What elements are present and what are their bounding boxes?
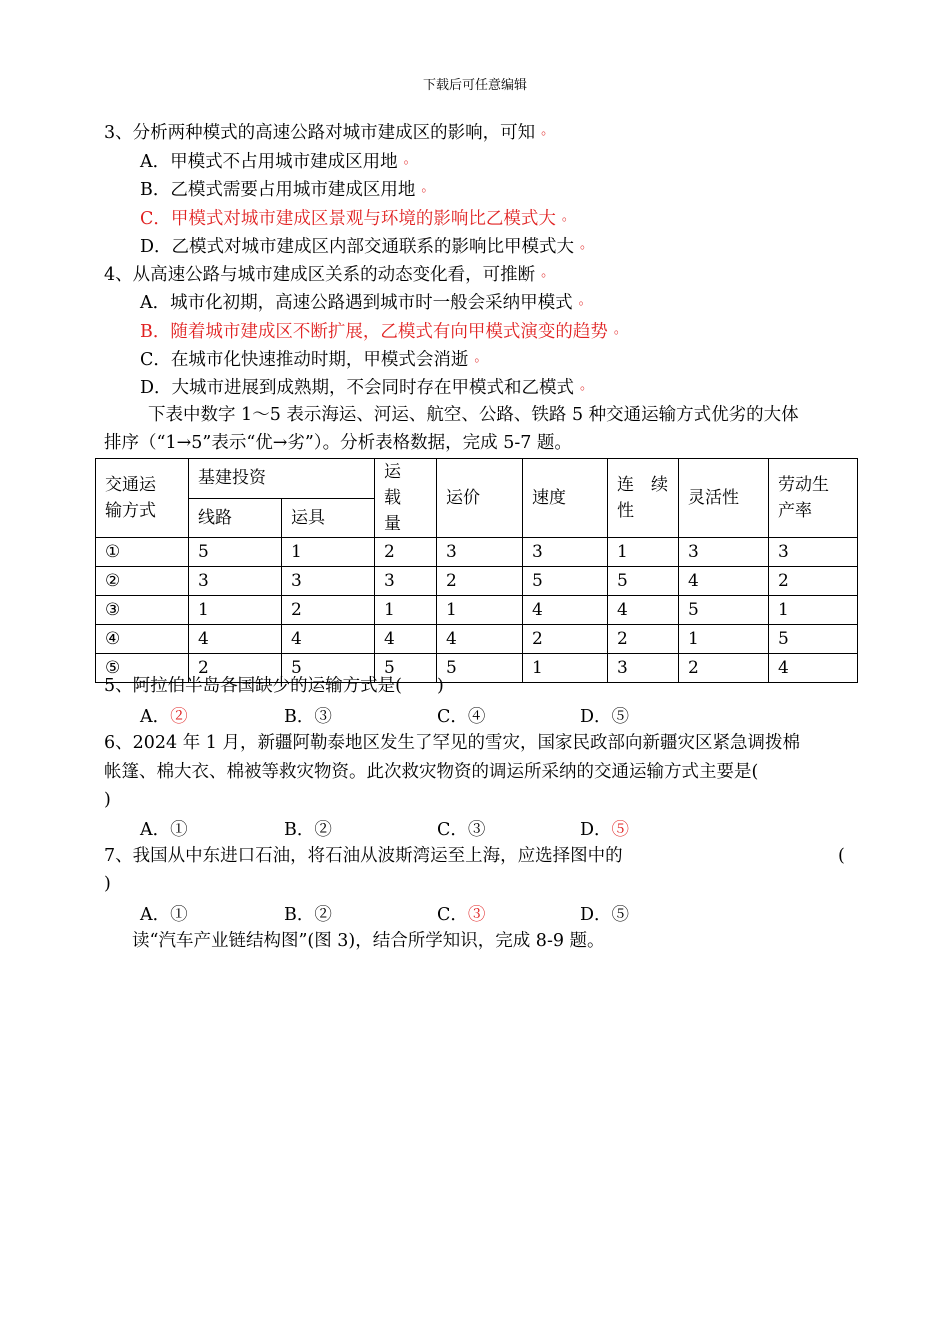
table-cell: 2 [282, 596, 375, 625]
table-cell: 5 [375, 654, 437, 683]
table-cell: 5 [679, 596, 769, 625]
q6-option-d: D．⑤ [580, 820, 630, 840]
q5-answer: ② [170, 707, 188, 727]
table-intro-line1: 下表中数字 1～5 表示海运、河运、航空、公路、铁路 5 种交通运输方式优劣的大体 [148, 405, 799, 425]
q6-stem-line1: 6、2024 年 1 月，新疆阿勒泰地区发生了罕见的雪灾，国家民政部向新疆灾区紧急调拨棉 [104, 733, 800, 753]
table-cell: 1 [437, 596, 523, 625]
table-cell: 1 [375, 596, 437, 625]
header-price: 运价 [437, 459, 523, 538]
table-cell: 4 [608, 596, 679, 625]
table-cell: ④ [96, 625, 189, 654]
table-cell: 3 [679, 538, 769, 567]
table-cell: ① [96, 538, 189, 567]
table-cell: 1 [769, 596, 858, 625]
page-header: 下载后可任意编辑 [422, 78, 527, 93]
header-infrastructure-investment: 基建投资 [189, 459, 375, 499]
q4-option-d: D．大城市进展到成熟期，不会同时存在甲模式和乙模式 。 [140, 378, 594, 398]
q4-option-b-answer: B．随着城市建成区不断扩展，乙模式有向甲模式演变的趋势 。 [140, 322, 627, 342]
q7-stem-line2: ) [104, 874, 111, 894]
q7-option-d: D．⑤ [580, 905, 630, 925]
q7-stem-line1: 7、我国从中东进口石油，将石油从波斯湾运至上海，应选择图中的 [104, 846, 623, 866]
q4-stem: 4、从高速公路与城市建成区关系的动态变化看，可推断 。 [104, 265, 555, 285]
q3-option-c-answer: C．甲模式对城市建成区景观与环境的影响比乙模式大 。 [140, 209, 575, 229]
header-flexibility: 灵活性 [679, 459, 769, 538]
table-cell: 2 [608, 625, 679, 654]
table-cell: 1 [189, 596, 282, 625]
table-cell: 4 [679, 567, 769, 596]
q3-stem: 3、分析两种模式的高速公路对城市建成区的影响，可知 。 [104, 123, 555, 143]
header-speed: 速度 [523, 459, 608, 538]
table-cell: 1 [608, 538, 679, 567]
table-cell: ⑤ [96, 654, 189, 683]
table-cell: 2 [189, 654, 282, 683]
q7-option-a: A．① [140, 905, 188, 925]
q3-option-d: D．乙模式对城市建成区内部交通联系的影响比甲模式大 。 [140, 237, 594, 257]
q5-stem: 5、阿拉伯半岛各国缺少的运输方式是( ) [104, 676, 444, 696]
table-header-row-1 [96, 459, 858, 499]
table-cell: 4 [769, 654, 858, 683]
table-cell: 4 [282, 625, 375, 654]
table-cell: 2 [769, 567, 858, 596]
q7-option-c: C．③ [437, 905, 486, 925]
table-cell: 3 [523, 538, 608, 567]
table-row [96, 625, 858, 654]
table-cell: ② [96, 567, 189, 596]
header-capacity: 运 载 量 [375, 459, 437, 538]
q6-stem-line3: ) [104, 790, 111, 810]
table-cell: 1 [679, 625, 769, 654]
q6-option-b: B．② [284, 820, 332, 840]
table-intro-line2: 排序（“1→5”表示“优→劣”）。分析表格数据，完成 5-7 题。 [104, 433, 572, 453]
q4-option-c: C．在城市化快速推动时期，甲模式会消逝 。 [140, 350, 488, 370]
q7-paren-open: ( [838, 846, 845, 866]
q5-option-a: A．② [140, 707, 188, 727]
transport-ranking-table [95, 458, 858, 683]
q6-option-c: C．③ [437, 820, 486, 840]
q5-option-b: B．③ [284, 707, 332, 727]
table-cell: 1 [282, 538, 375, 567]
table-cell: 3 [769, 538, 858, 567]
table-cell: 4 [189, 625, 282, 654]
q8-9-intro: 读“汽车产业链结构图”(图 3)，结合所学知识，完成 8-9 题。 [132, 931, 605, 951]
q3-option-a: A．甲模式不占用城市建成区用地 。 [140, 152, 417, 172]
table-cell: 5 [189, 538, 282, 567]
q5-option-c: C．④ [437, 707, 486, 727]
table-cell: 4 [523, 596, 608, 625]
table-cell: 3 [282, 567, 375, 596]
table-cell: 5 [437, 654, 523, 683]
table-cell: 3 [437, 538, 523, 567]
q6-answer: ⑤ [611, 820, 630, 840]
table-cell: 4 [375, 625, 437, 654]
header-line: 线路 [189, 498, 282, 538]
table-cell: 3 [375, 567, 437, 596]
table-row [96, 538, 858, 567]
header-productivity: 劳动生 产率 [769, 459, 858, 538]
q3-option-b: B．乙模式需要占用城市建成区用地 。 [140, 180, 435, 200]
table-cell: 1 [523, 654, 608, 683]
table-row [96, 596, 858, 625]
table-cell: 2 [679, 654, 769, 683]
table-row [96, 567, 858, 596]
header-transport-mode: 交通运 输方式 [96, 459, 189, 538]
q5-option-d: D．⑤ [580, 707, 630, 727]
table-cell: ③ [96, 596, 189, 625]
header-continuity: 连 续 性 [608, 459, 679, 538]
q7-option-b: B．② [284, 905, 332, 925]
table-cell: 2 [437, 567, 523, 596]
q7-answer: ③ [467, 905, 486, 925]
q4-option-a: A．城市化初期，高速公路遇到城市时一般会采纳甲模式 。 [140, 293, 592, 313]
q6-stem-line2: 帐篷、棉大衣、棉被等救灾物资。此次救灾物资的调运所采纳的交通运输方式主要是( [104, 762, 759, 782]
table-cell: 5 [608, 567, 679, 596]
table-cell: 5 [769, 625, 858, 654]
table-cell: 2 [523, 625, 608, 654]
table-cell: 2 [375, 538, 437, 567]
header-vehicle: 运具 [282, 498, 375, 538]
table-cell: 5 [523, 567, 608, 596]
table-cell: 3 [608, 654, 679, 683]
q6-option-a: A．① [140, 820, 188, 840]
table-cell: 5 [282, 654, 375, 683]
table-cell: 3 [189, 567, 282, 596]
table-cell: 4 [437, 625, 523, 654]
